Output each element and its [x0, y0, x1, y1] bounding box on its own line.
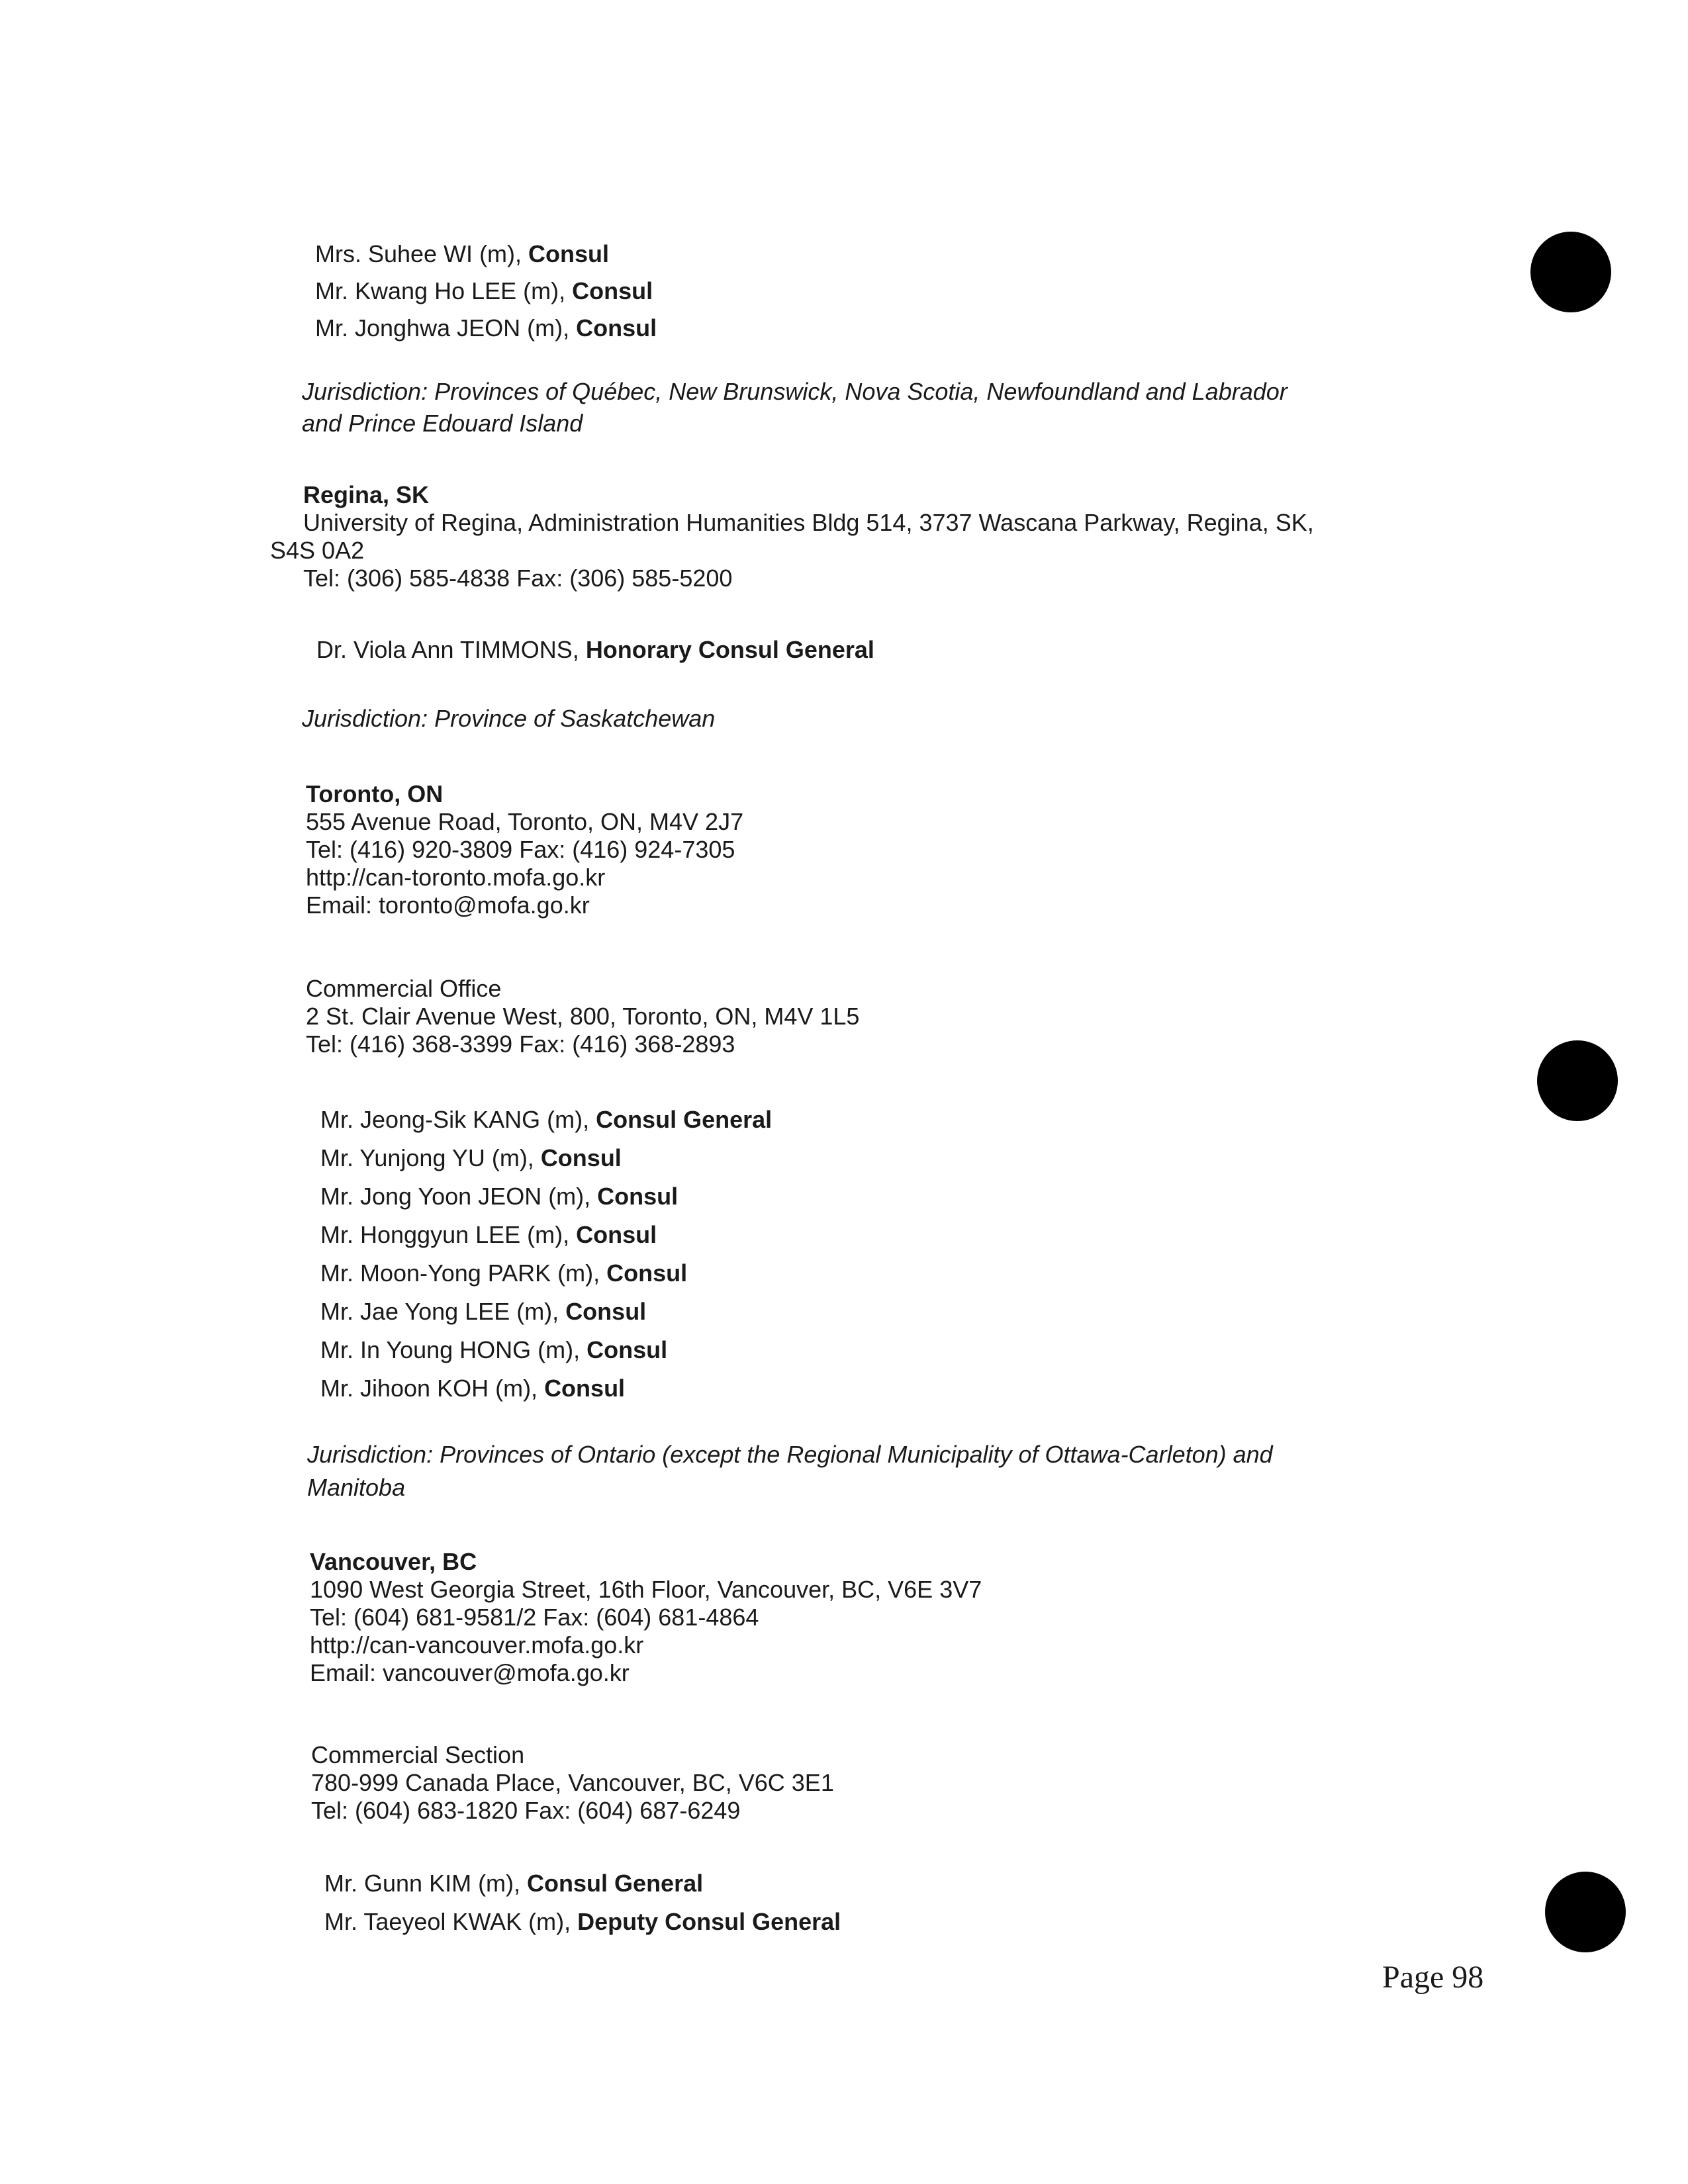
- phone-line: Tel: (604) 681-9581/2 Fax: (604) 681-4864: [310, 1604, 759, 1631]
- page-number: Page 98: [1382, 1960, 1484, 1995]
- binder-hole: [1545, 1872, 1626, 1952]
- staff-line: Mr. Jonghwa JEON (m), Consul: [315, 314, 657, 341]
- staff-line: Mr. Jihoon KOH (m), Consul: [320, 1375, 626, 1402]
- staff-line: Mr. Moon-Yong PARK (m), Consul: [320, 1259, 688, 1287]
- jurisdiction-line: Manitoba: [307, 1474, 406, 1501]
- website-link[interactable]: http://can-vancouver.mofa.go.kr: [310, 1631, 644, 1659]
- phone-line: Tel: (306) 585-4838 Fax: (306) 585-5200: [303, 565, 733, 592]
- address-line: 780-999 Canada Place, Vancouver, BC, V6C 3E1: [311, 1769, 834, 1796]
- staff-line: Mr. Jong Yoon JEON (m), Consul: [320, 1183, 679, 1210]
- staff-line: Mr. Jeong-Sik KANG (m), Consul General: [320, 1106, 773, 1133]
- staff-line: Mr. Gunn KIM (m), Consul General: [324, 1870, 704, 1897]
- address-line: 2 St. Clair Avenue West, 800, Toronto, ON, M4V 1L5: [306, 1003, 860, 1030]
- staff-line: Mrs. Suhee WI (m), Consul: [315, 240, 610, 267]
- office-heading: Regina, SK: [303, 481, 430, 508]
- staff-line: Mr. Honggyun LEE (m), Consul: [320, 1221, 657, 1248]
- staff-line: Dr. Viola Ann TIMMONS, Honorary Consul General: [316, 636, 874, 663]
- phone-line: Tel: (604) 683-1820 Fax: (604) 687-6249: [311, 1797, 741, 1824]
- commercial-section-label: Commercial Section: [311, 1741, 525, 1768]
- staff-line: Mr. Yunjong YU (m), Consul: [320, 1144, 622, 1171]
- address-line: S4S 0A2: [270, 537, 365, 564]
- office-heading: Toronto, ON: [306, 780, 444, 807]
- jurisdiction-line: Jurisdiction: Province of Saskatchewan: [302, 705, 716, 732]
- email-link[interactable]: Email: vancouver@mofa.go.kr: [310, 1659, 630, 1686]
- office-heading: Vancouver, BC: [310, 1548, 477, 1575]
- binder-hole: [1537, 1040, 1618, 1121]
- address-line: University of Regina, Administration Humanities Bldg 514, 3737 Wascana Parkway, Regina, SK,: [303, 509, 1314, 536]
- website-link[interactable]: http://can-toronto.mofa.go.kr: [306, 864, 606, 891]
- phone-line: Tel: (416) 368-3399 Fax: (416) 368-2893: [306, 1030, 735, 1058]
- staff-line: Mr. In Young HONG (m), Consul: [320, 1336, 668, 1363]
- jurisdiction-line: Jurisdiction: Provinces of Ontario (except the Regional Municipality of Ottawa-Carleton) and: [307, 1441, 1273, 1468]
- staff-line: Mr. Kwang Ho LEE (m), Consul: [315, 277, 653, 304]
- staff-line: Mr. Taeyeol KWAK (m), Deputy Consul General: [324, 1908, 841, 1935]
- phone-line: Tel: (416) 920-3809 Fax: (416) 924-7305: [306, 836, 735, 863]
- address-line: 1090 West Georgia Street, 16th Floor, Vancouver, BC, V6E 3V7: [310, 1576, 982, 1603]
- binder-hole: [1530, 232, 1611, 312]
- jurisdiction-line: Jurisdiction: Provinces of Québec, New Brunswick, Nova Scotia, Newfoundland and Labrador: [302, 378, 1288, 405]
- address-line: 555 Avenue Road, Toronto, ON, M4V 2J7: [306, 808, 744, 835]
- commercial-office-label: Commercial Office: [306, 975, 502, 1002]
- email-link[interactable]: Email: toronto@mofa.go.kr: [306, 891, 590, 919]
- jurisdiction-line: and Prince Edouard Island: [302, 410, 583, 437]
- staff-line: Mr. Jae Yong LEE (m), Consul: [320, 1298, 647, 1325]
